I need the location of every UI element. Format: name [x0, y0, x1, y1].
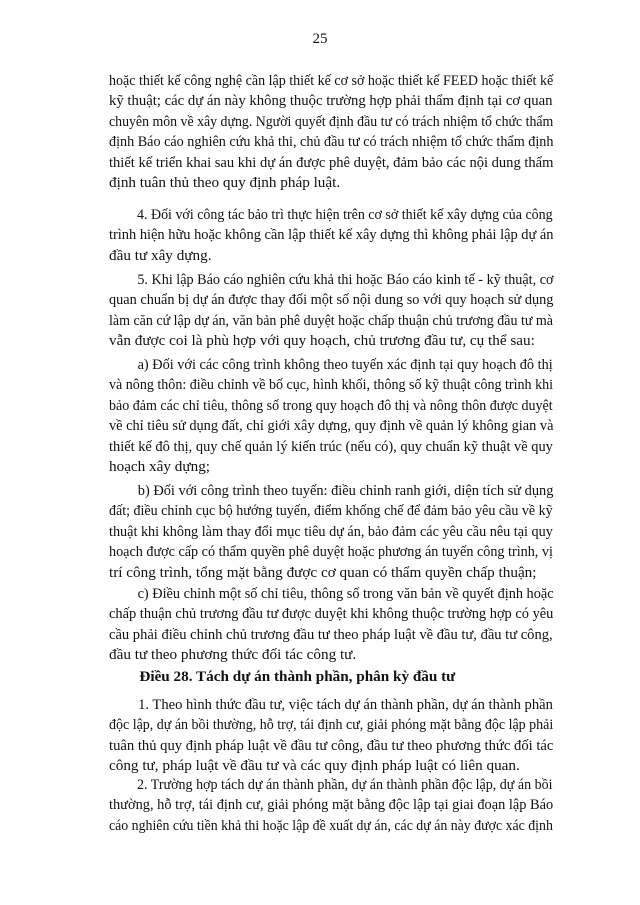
text-line: 2. Trường hợp tách dự án thành phần, dự án thành phần độc lập, dự án bồi — [109, 776, 553, 793]
text-line: cáo nghiên cứu tiền khả thi hoặc lập đề xuất dự án, các dự án này được xác định — [109, 816, 553, 834]
text-line: định Báo cáo nghiên cứu khả thi, chủ đầu tư có trách nhiệm tổ chức thẩm định — [109, 133, 554, 151]
text-line: thiết kế triển khai sau khi dự án được phê duyệt, đảm bảo các nội dung thẩm — [109, 153, 554, 171]
text-line: đầu tư theo phương thức đối tác công tư. — [109, 646, 357, 664]
paragraph-article28-1 — [109, 695, 553, 777]
text-line: về chỉ tiêu sử dụng đất, chỉ giới xây dựng, quy định về quản lý không gian và — [109, 417, 554, 435]
text-line: hoạch được cấp có thẩm quyền phê duyệt hoặc phương án tuyến công trình, vị — [109, 543, 553, 561]
text-line: a) Đối với các công trình không theo tuyến xác định tại quy hoạch đô thị — [109, 356, 553, 373]
paragraph-article28-2 — [109, 775, 553, 836]
text-line: hoạch xây dựng; — [109, 458, 211, 476]
paragraph-item-5 — [109, 270, 553, 352]
text-line: quan chuẩn bị dự án được thay đổi một số nội dung so với quy hoạch sử dụng — [109, 291, 554, 309]
paragraph-item-4 — [109, 205, 553, 266]
text-line: chuyên môn về xây dựng. Người quyết định đầu tư có trách nhiệm tổ chức thẩm — [109, 112, 554, 130]
text-line: 5. Khi lập Báo cáo nghiên cứu khả thi hoặc Báo cáo kinh tế - kỹ thuật, cơ — [109, 271, 554, 288]
heading-line: Điều 28. Tách dự án thành phần, phân kỳ đầu tư — [109, 668, 456, 685]
text-line: và nông thôn: điều chỉnh về bố cục, hình khối, thông số kỹ thuật công trình khi — [109, 376, 554, 394]
text-line: c) Điều chỉnh một số chỉ tiêu, thông số trong văn bản về quyết định hoặc — [109, 585, 554, 602]
text-line: thường, hỗ trợ, tái định cư, giải phóng mặt bằng độc lập tại giai đoạn lập Báo — [109, 796, 554, 814]
text-line: tuân thủ quy định pháp luật về đầu tư công, đầu tư theo phương thức đối tác — [109, 736, 554, 754]
text-line: độc lập, dự án bồi thường, hỗ trợ, tái định cư, giải phóng mặt bằng độc lập phải — [109, 716, 554, 734]
page-number: 25 — [312, 31, 328, 47]
paragraph-item-b — [109, 481, 553, 583]
text-line: 1. Theo hình thức đầu tư, việc tách dự án thành phần, dự án thành phần — [109, 696, 553, 713]
paragraph-item-a — [109, 355, 553, 477]
text-line: trình hiện hữu hoặc không cần lập thiết kế xây dựng thì không phải lập dự án — [109, 226, 554, 244]
text-line: làm căn cứ lập dự án, văn bản phê duyệt hoặc chấp thuận chủ trương đầu tư mà — [109, 311, 553, 329]
text-line: kỹ thuật; các dự án này không thuộc trường hợp phải thẩm định tại cơ quan — [109, 92, 553, 110]
text-line: b) Đối với công trình theo tuyến: điều chỉnh ranh giới, diện tích sử dụng — [109, 482, 554, 499]
text-line: đầu tư xây dựng. — [109, 246, 212, 264]
text-line: thiết kế đô thị, quy chế quản lý kiến trúc (nếu có), quy chuẩn kỹ thuật về quy — [109, 437, 553, 455]
text-line: hoặc thiết kế công nghệ cần lập thiết kế cơ sở hoặc thiết kế FEED hoặc thiết kế — [109, 72, 554, 89]
text-line: chấp thuận chủ trương đầu tư được duyệt khi không thuộc trường hợp có yêu — [109, 605, 554, 623]
paragraph-item-c — [109, 584, 553, 666]
text-line: đất; điều chỉnh cục bộ hướng tuyến, điểm khống chế để đảm bảo yêu cầu về kỹ — [109, 502, 553, 520]
text-line: cầu phải điều chỉnh chủ trương đầu tư theo pháp luật về đầu tư, đầu tư công, — [109, 625, 553, 643]
paragraph-continuation — [109, 71, 553, 193]
text-line: công tư, pháp luật về đầu tư và các quy định pháp luật có liên quan. — [109, 757, 520, 775]
article-heading — [109, 667, 553, 687]
text-line: trí công trình, tổng mặt bằng được cơ quan có thẩm quyền chấp thuận; — [109, 563, 537, 581]
text-line: 4. Đối với công tác bảo trì thực hiện trên cơ sở thiết kế xây dựng của công — [109, 206, 553, 223]
text-line: thuật khi không làm thay đổi mục tiêu dự án, bảo đảm các yêu cầu nêu tại quy — [109, 522, 553, 540]
text-line: bảo đảm các chỉ tiêu, thông số trong quy hoạch đô thị và nông thôn được duyệt — [109, 396, 553, 414]
text-line: định tuân thủ theo quy định pháp luật. — [109, 174, 341, 192]
text-line: vẫn được coi là phù hợp với quy hoạch, chủ trương đầu tư, cụ thể sau: — [109, 332, 535, 350]
